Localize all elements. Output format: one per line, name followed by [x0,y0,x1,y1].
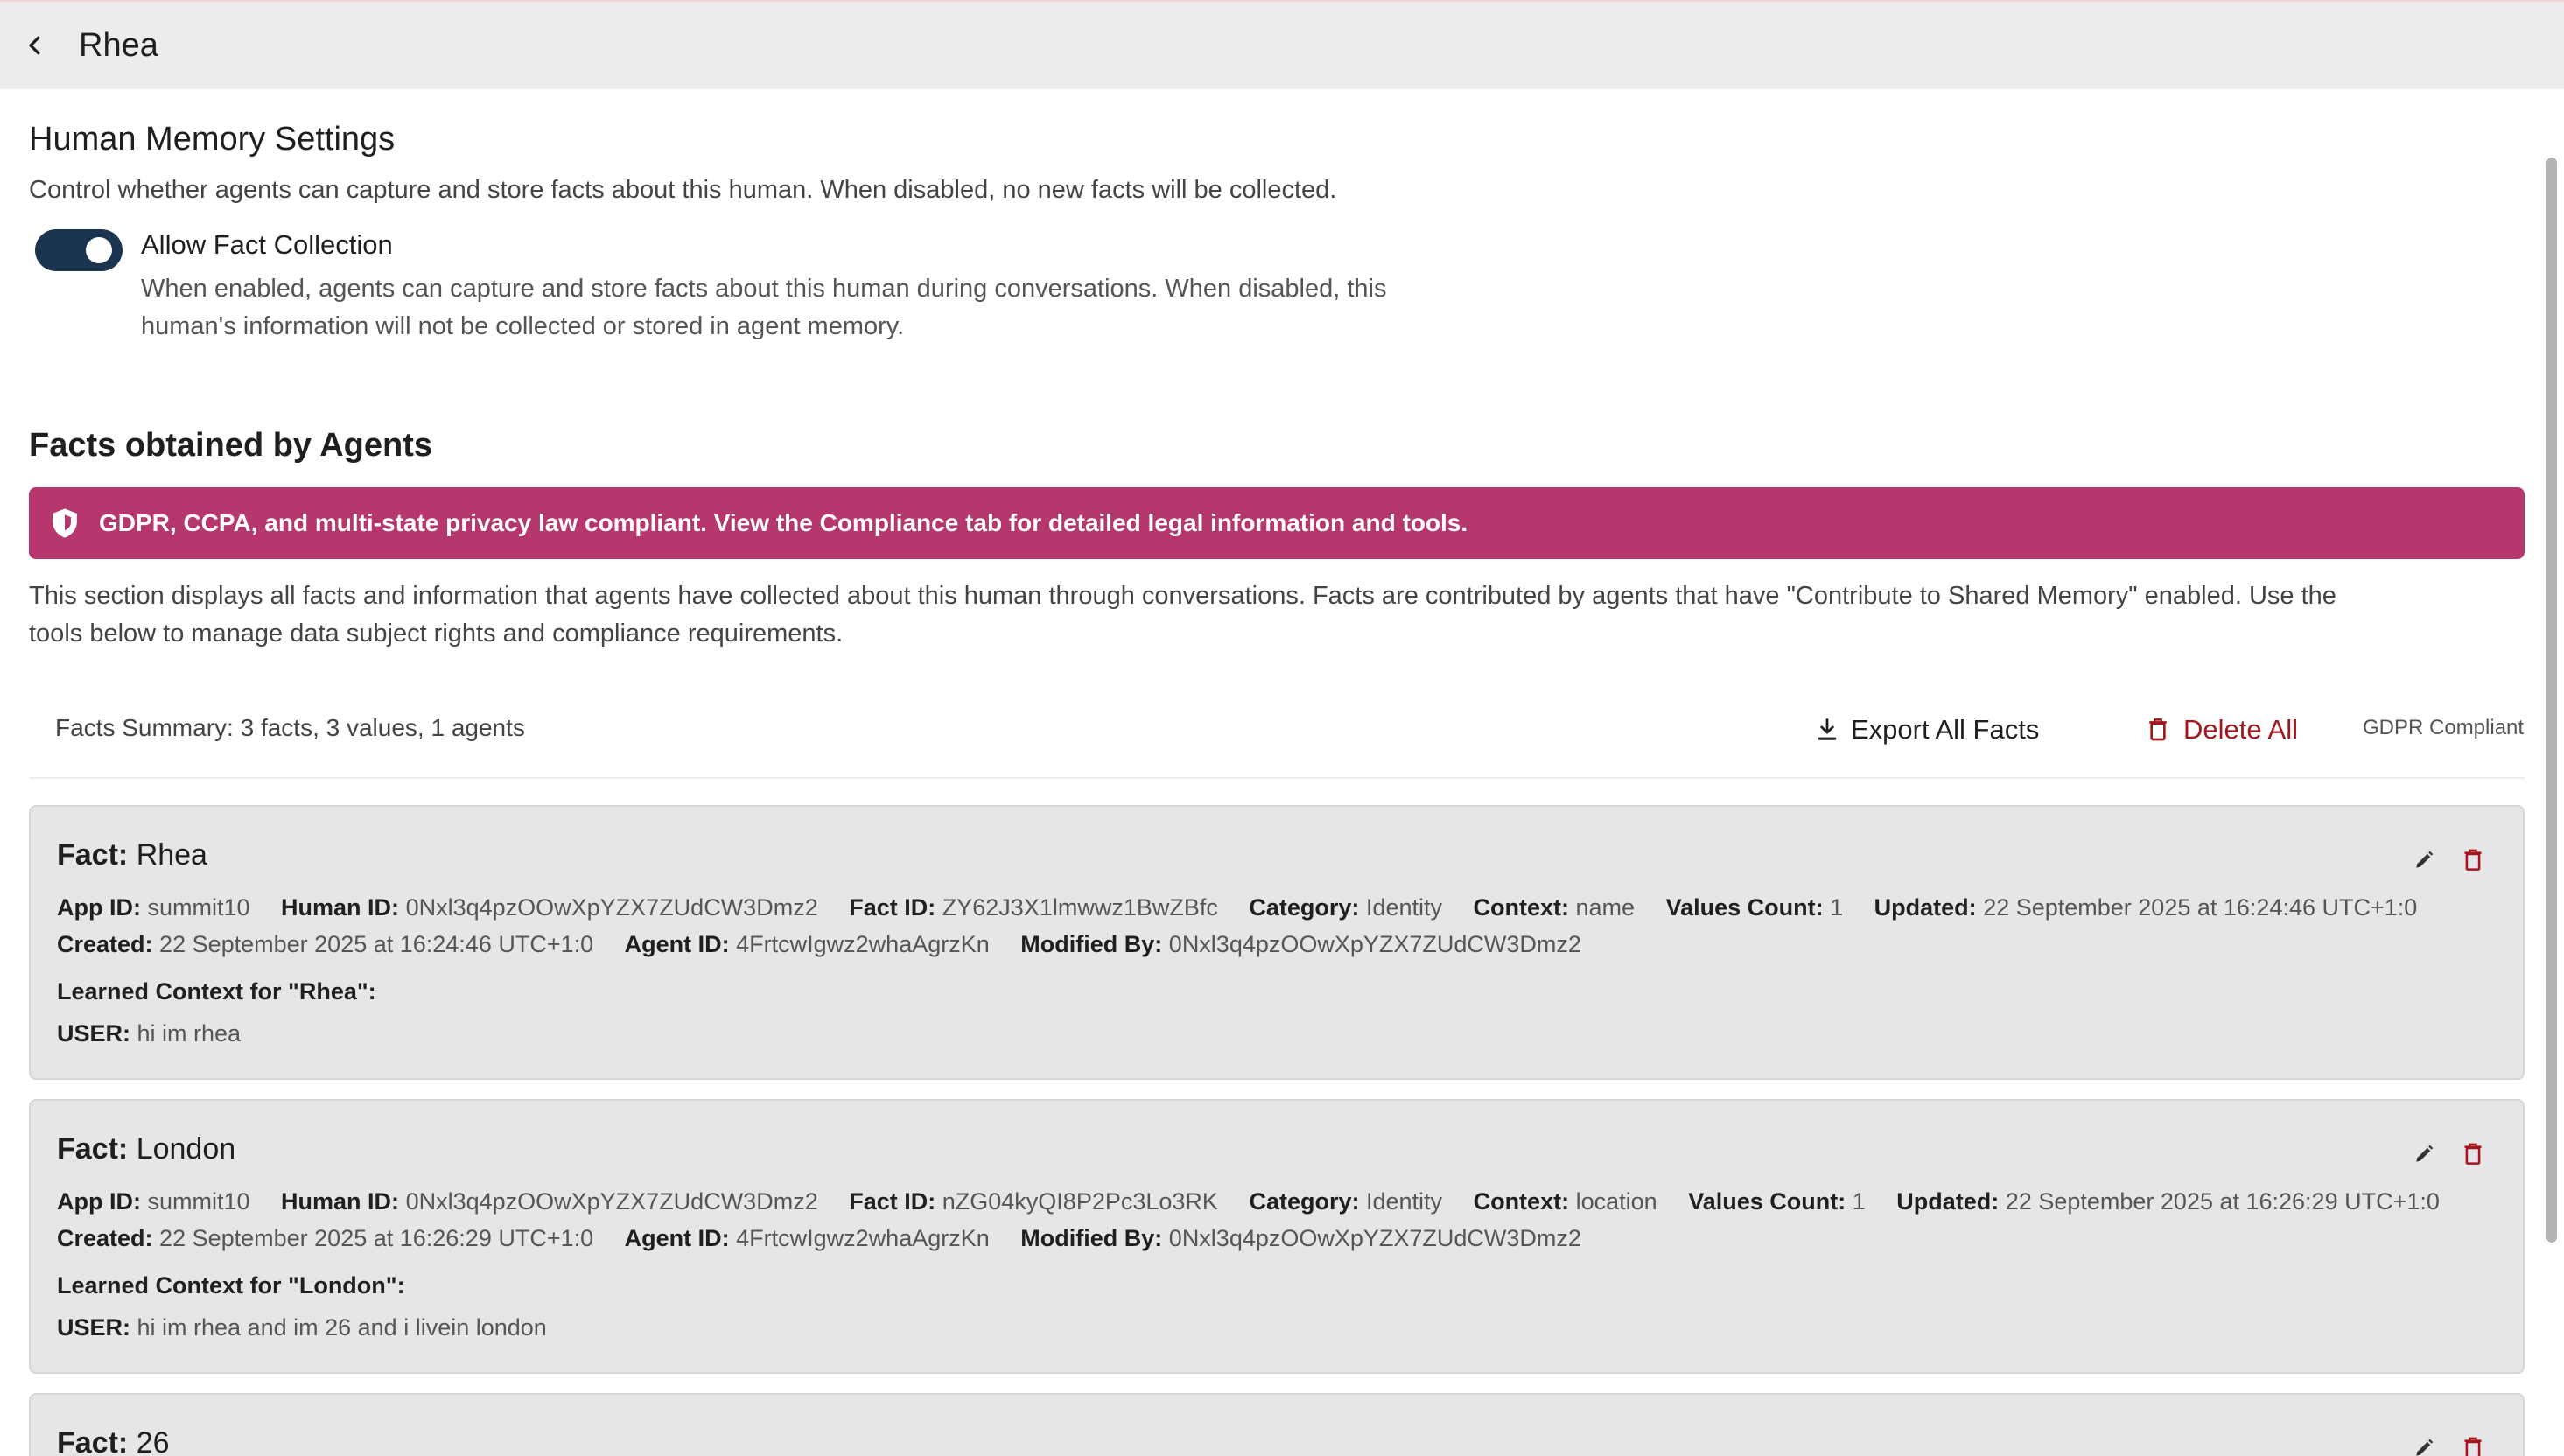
fact-app-id: App ID: summit10 [57,1188,250,1214]
fact-updated: Updated: 22 September 2025 at 16:24:46 UTC+1:0 [1874,894,2418,920]
fact-id: Fact ID: nZG04kyQI8P2Pc3Lo3RK [849,1188,1218,1214]
delete-all-label: Delete All [2183,714,2298,745]
fact-context: Context: location [1473,1188,1657,1214]
scrollbar-thumb[interactable] [2546,158,2557,1242]
toggle-description-line: When enabled, agents can capture and store facts about this human during conversations. When disabled, this [141,275,1387,303]
fact-created: Created: 22 September 2025 at 16:24:46 UTC+1:0 [57,931,594,957]
compliance-banner [29,487,2525,559]
fact-title-key: Fact: [57,838,129,872]
fact-human-id: Human ID: 0Nxl3q4pzOOwXpYZX7ZUdCW3Dmz2 [281,1188,818,1214]
trash-icon [2148,718,2168,742]
fact-title-key: Fact: [57,1132,129,1166]
fact-title [57,1426,170,1456]
fact-title [57,1132,235,1166]
fact-meta-line [57,931,1606,958]
facts-section-title: Facts obtained by Agents [29,427,432,464]
delete-fact-button[interactable] [2458,1433,2488,1456]
edit-fact-button[interactable] [2409,1433,2439,1456]
toggle-description [141,270,1541,346]
toggle-description-line: human's information will not be collected or stored in agent memory. [141,312,905,340]
delete-fact-button[interactable] [2458,845,2488,875]
memory-settings-title: Human Memory Settings [29,121,396,158]
main-content [0,89,2538,1456]
page-title: Rhea [79,26,158,64]
delete-all-button[interactable] [2148,705,2298,754]
pencil-icon [2413,1437,2435,1456]
description-line: This section displays all facts and information that agents have collected about this human through conversations. Facts are contributed by agents that have "Contribute to Shared Memory" enabled. Use the [29,582,2336,610]
fact-created: Created: 22 September 2025 at 16:26:29 UTC+1:0 [57,1225,594,1251]
fact-agent-id: Agent ID: 4FrtcwIgwz2whaAgrzKn [624,1225,990,1251]
fact-value: Rhea [136,838,207,872]
trash-icon [2463,1437,2483,1456]
download-icon [1816,718,1839,742]
fact-agent-id: Agent ID: 4FrtcwIgwz2whaAgrzKn [624,931,990,957]
fact-card [29,805,2525,1080]
toggle-label: Allow Fact Collection [141,229,393,260]
allow-fact-collection-toggle[interactable] [35,229,123,271]
pencil-icon [2413,849,2435,872]
fact-meta-line [57,894,2441,921]
top-app-bar [0,0,2564,89]
fact-modified-by: Modified By: 0Nxl3q4pzOOwXpYZX7ZUdCW3Dmz2 [1020,1225,1581,1251]
fact-card [29,1393,2525,1456]
learned-context-message: USER: hi im rhea [57,1020,242,1046]
trash-icon [2463,1143,2483,1166]
fact-human-id: Human ID: 0Nxl3q4pzOOwXpYZX7ZUdCW3Dmz2 [281,894,818,920]
fact-updated: Updated: 22 September 2025 at 16:26:29 UTC+1:0 [1896,1188,2440,1214]
fact-modified-by: Modified By: 0Nxl3q4pzOOwXpYZX7ZUdCW3Dmz2 [1020,931,1581,957]
fact-app-id: App ID: summit10 [57,894,250,920]
fact-title [57,838,207,872]
facts-section-description [29,578,2532,653]
shield-icon [50,508,80,539]
fact-value: 26 [136,1426,170,1456]
learned-context-title: Learned Context for "Rhea": [57,978,376,1004]
fact-card [29,1099,2525,1374]
back-button[interactable] [0,2,70,89]
fact-values-count: Values Count: 1 [1665,894,1844,920]
toggle-knob [86,237,112,263]
facts-summary-row [29,682,2525,779]
learned-context-message: USER: hi im rhea and im 26 and i livein london [57,1314,547,1340]
banner-text: GDPR, CCPA, and multi-state privacy law compliant. View the Compliance tab for detailed legal information and tools. [99,509,1468,536]
fact-meta-line [57,1225,1606,1252]
delete-fact-button[interactable] [2458,1139,2488,1169]
edit-fact-button[interactable] [2409,1139,2439,1169]
learned-context-title: Learned Context for "London": [57,1272,405,1298]
export-all-facts-label: Export All Facts [1851,714,2040,745]
trash-icon [2463,849,2483,872]
fact-title-key: Fact: [57,1426,129,1456]
fact-values-count: Values Count: 1 [1688,1188,1866,1214]
fact-value: London [136,1132,236,1166]
gdpr-compliant-label: GDPR Compliant [2363,716,2525,739]
fact-id: Fact ID: ZY62J3X1lmwwz1BwZBfc [849,894,1218,920]
pencil-icon [2413,1143,2435,1166]
facts-summary: Facts Summary: 3 facts, 3 values, 1 agents [55,714,525,741]
description-line: tools below to manage data subject rights and compliance requirements. [29,620,844,648]
export-all-facts-button[interactable] [1816,705,2039,754]
memory-settings-description: Control whether agents can capture and store facts about this human. When disabled, no new facts will be collected. [29,176,1337,204]
vertical-scrollbar[interactable] [2538,89,2564,1456]
fact-meta-line [57,1188,2464,1215]
fact-context: Context: name [1473,894,1636,920]
chevron-left-icon [22,32,48,59]
fact-category: Category: Identity [1249,1188,1443,1214]
fact-category: Category: Identity [1249,894,1442,920]
edit-fact-button[interactable] [2409,845,2439,875]
